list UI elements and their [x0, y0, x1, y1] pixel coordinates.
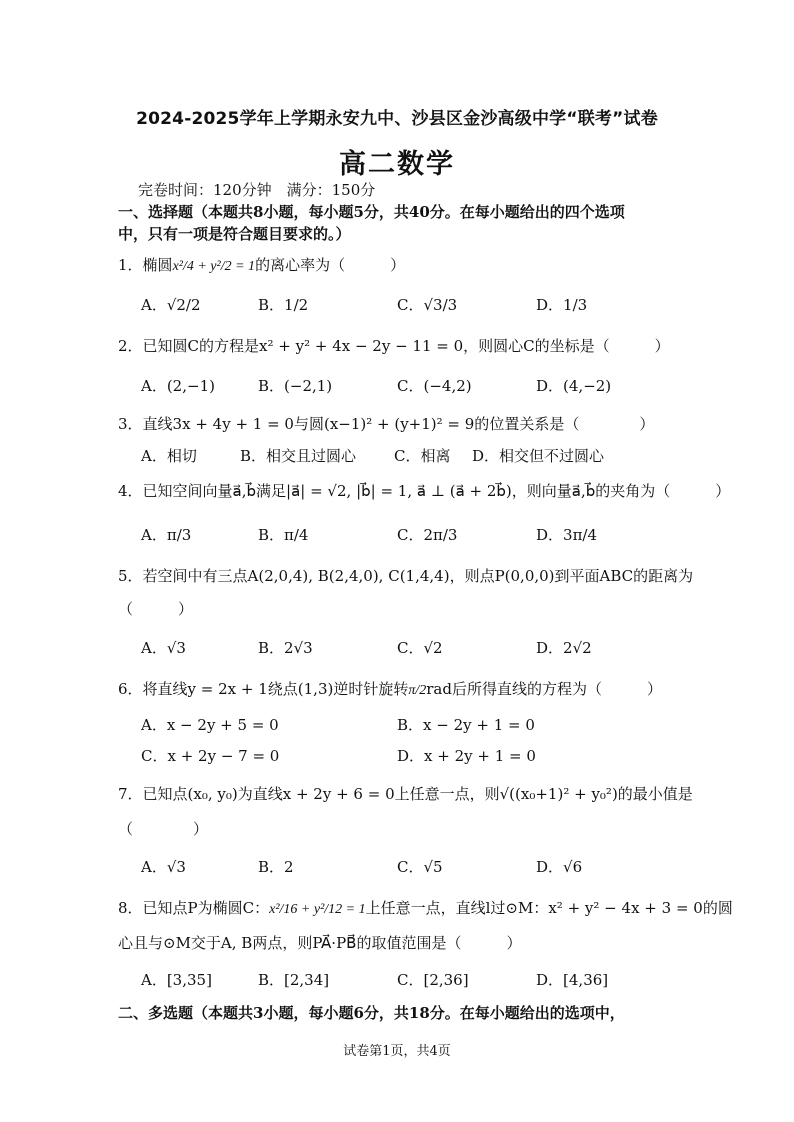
q4-option-a: A．π/3: [141, 526, 192, 544]
subject-title: 高二数学: [339, 149, 455, 180]
page-footer: 试卷第1页，共4页: [343, 1044, 451, 1059]
question-3: 3．直线3x + 4y + 1 = 0与圆(x−1)² + (y+1)² = 9的位置关系是（ ）: [118, 415, 655, 433]
question-8-cont: 心且与⊙M交于A, B两点，则PA⃗·PB⃗的取值范围是（ ）: [118, 934, 522, 952]
q4-option-b: B．π/4: [258, 526, 309, 544]
q2-option-d: D．(4,−2): [536, 377, 612, 395]
q7-option-a: A．√3: [141, 858, 186, 876]
question-8: 8．已知点P为椭圆C：x²/16 + y²/12 = 1上任意一点，直线l过⊙M：x² + y² − 4x + 3 = 0的圆: [118, 899, 733, 917]
q7-option-b: B．2: [258, 858, 294, 876]
q5-option-d: D．2√2: [536, 639, 592, 657]
question-5: 5．若空间中有三点A(2,0,4), B(2,4,0), C(1,4,4)，则点P(0,0,0)到平面ABC的距离为: [118, 567, 694, 585]
q2-option-c: C．(−4,2): [397, 377, 472, 395]
question-6: 6．将直线y = 2x + 1绕点(1,3)逆时针旋转π/2rad后所得直线的方程为（ ）: [118, 680, 662, 698]
question-1: 1．椭圆x²/4 + y²/2 = 1的离心率为（ ）: [118, 256, 406, 274]
question-5-cont: （ ）: [118, 600, 194, 618]
q7-option-c: C．√5: [397, 858, 443, 876]
q3-option-a: A．相切: [141, 447, 197, 465]
q1-option-d: D．1/3: [536, 296, 588, 314]
q1-option-b: B．1/2: [258, 296, 309, 314]
q8-option-a: A．[3,35]: [141, 971, 212, 989]
q2-option-b: B．(−2,1): [258, 377, 333, 395]
question-2: 2．已知圆C的方程是x² + y² + 4x − 2y − 11 = 0，则圆心C的坐标是（ ）: [118, 337, 670, 355]
q6-option-a: A．x − 2y + 5 = 0: [141, 716, 279, 734]
section2-heading: 二、多选题（本题共3小题，每小题6分，共18分。在每小题给出的选项中，: [118, 1004, 625, 1022]
q3-option-b: B．相交且过圆心: [240, 447, 357, 465]
q8-option-c: C．[2,36]: [397, 971, 469, 989]
ellipse-c-formula: x²/16 + y²/12 = 1: [269, 902, 366, 917]
section1-heading: 一、选择题（本题共8小题，每小题5分，共40分。在每小题给出的四个选项: [118, 203, 625, 221]
q6-option-b: B．x − 2y + 1 = 0: [397, 716, 535, 734]
q6-option-c: C．x + 2y − 7 = 0: [141, 747, 280, 765]
q7-option-d: D．√6: [536, 858, 583, 876]
ellipse-formula: x²/4 + y²/2 = 1: [172, 259, 256, 274]
q8-option-b: B．[2,34]: [258, 971, 330, 989]
q1-option-a: A．√2/2: [141, 296, 201, 314]
q1-option-c: C．√3/3: [397, 296, 458, 314]
q4-option-c: C．2π/3: [397, 526, 458, 544]
question-7-cont: （ ）: [118, 820, 209, 838]
q2-option-a: A．(2,−1): [141, 377, 215, 395]
q5-option-c: C．√2: [397, 639, 443, 657]
q4-option-d: D．3π/4: [536, 526, 598, 544]
section1-heading-cont: 中，只有一项是符合题目要求的。）: [118, 225, 351, 243]
question-7: 7．已知点(x₀, y₀)为直线x + 2y + 6 = 0上任意一点，则√((x₀+1)² + y₀²)的最小值是: [118, 785, 693, 803]
q5-option-b: B．2√3: [258, 639, 313, 657]
exam-info: 完卷时间：120分钟 满分：150分: [138, 181, 376, 199]
q8-option-d: D．[4,36]: [536, 971, 609, 989]
exam-title: 2024-2025学年上学期永安九中、沙县区金沙高级中学“联考”试卷: [136, 109, 658, 129]
q3-option-d: D．相交但不过圆心: [472, 447, 605, 465]
q3-option-c: C．相离: [394, 447, 451, 465]
q5-option-a: A．√3: [141, 639, 186, 657]
q6-option-d: D．x + 2y + 1 = 0: [397, 747, 536, 765]
rotation-angle: π/2: [408, 683, 427, 698]
question-4: 4．已知空间向量a⃗,b⃗满足|a⃗| = √2, |b⃗| = 1, a⃗ ⊥ (a⃗ + 2b⃗)，则向量a⃗,b⃗的夹角为（ ）: [118, 482, 731, 500]
